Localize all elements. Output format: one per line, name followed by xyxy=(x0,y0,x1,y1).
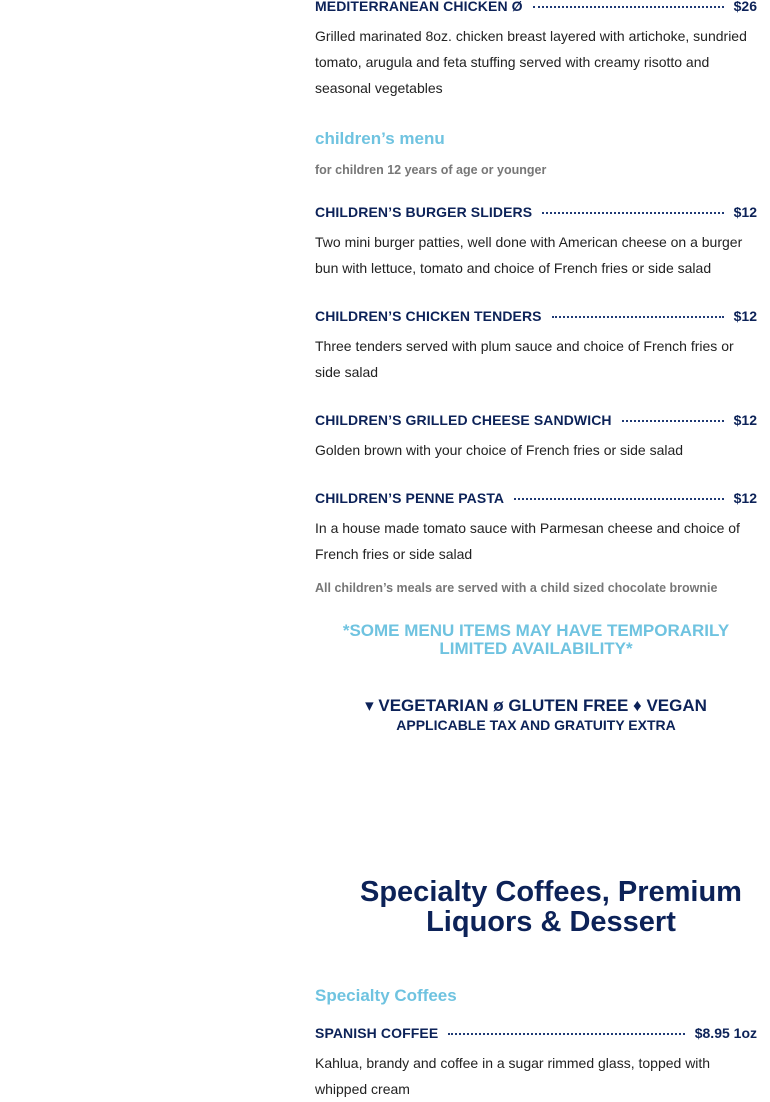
dietary-legend: ▾ VEGETARIAN ø GLUTEN FREE ♦ VEGAN xyxy=(365,696,707,715)
page-title xyxy=(315,877,770,937)
menu-item-name: MEDITERRANEAN CHICKEN Ø xyxy=(315,0,523,14)
menu-item-header xyxy=(315,410,757,430)
section-subtitle: for children 12 years of age or younger xyxy=(315,163,547,177)
menu-item-price: $12 xyxy=(733,204,757,220)
menu-item-name: SPANISH COFFEE xyxy=(315,1025,439,1041)
menu-item-description: Two mini burger patties, well done with American cheese on a burger bun with lettuce, tomato and choice of French fries or side salad xyxy=(315,234,743,276)
availability-notice xyxy=(315,622,757,658)
dotted-leader xyxy=(552,316,724,318)
menu-item-price: $12 xyxy=(733,490,757,506)
menu-item-name: CHILDREN’S CHICKEN TENDERS xyxy=(315,308,542,324)
availability-line-2: LIMITED AVAILABILITY* xyxy=(439,639,633,658)
dotted-leader xyxy=(542,212,723,214)
menu-item-header xyxy=(315,1023,757,1043)
title-line-2: Liquors & Dessert xyxy=(426,906,676,938)
dotted-leader xyxy=(622,420,724,422)
menu-item-description: Three tenders served with plum sauce and choice of French fries or side salad xyxy=(315,338,734,380)
dotted-leader xyxy=(448,1033,684,1035)
menu-item-name: CHILDREN’S BURGER SLIDERS xyxy=(315,204,533,220)
menu-item-name: CHILDREN’S PENNE PASTA xyxy=(315,490,505,506)
tax-note: APPLICABLE TAX AND GRATUITY EXTRA xyxy=(396,717,676,733)
availability-line-1: *SOME MENU ITEMS MAY HAVE TEMPORARILY xyxy=(342,621,730,640)
dotted-leader xyxy=(533,6,724,8)
menu-item-description: Golden brown with your choice of French fries or side salad xyxy=(315,442,684,458)
menu-item-header xyxy=(315,0,757,16)
menu-item-description: Kahlua, brandy and coffee in a sugar rimmed glass, topped with whipped cream xyxy=(315,1055,711,1097)
menu-item-price: $8.95 1oz xyxy=(694,1025,757,1041)
section-title-specialty-coffees: Specialty Coffees xyxy=(315,986,457,1005)
menu-item-header xyxy=(315,488,757,508)
menu-item-header xyxy=(315,202,757,222)
menu-item-description: Grilled marinated 8oz. chicken breast layered with artichoke, sundried tomato, arugula and feta stuffing served with creamy risotto and seasonal vegetables xyxy=(315,28,747,96)
menu-item-name: CHILDREN’S GRILLED CHEESE SANDWICH xyxy=(315,412,612,428)
menu-item-price: $12 xyxy=(733,308,757,324)
title-line-1: Specialty Coffees, Premium xyxy=(360,876,742,908)
dotted-leader xyxy=(514,498,723,500)
section-footnote: All children’s meals are served with a child sized chocolate brownie xyxy=(315,581,718,595)
menu-item-description: In a house made tomato sauce with Parmesan cheese and choice of French fries or side salad xyxy=(315,520,740,562)
menu-item-header xyxy=(315,306,757,326)
menu-item-price: $26 xyxy=(733,0,757,14)
section-title-childrens-menu: children’s menu xyxy=(315,129,445,148)
menu-item-price: $12 xyxy=(733,412,757,428)
